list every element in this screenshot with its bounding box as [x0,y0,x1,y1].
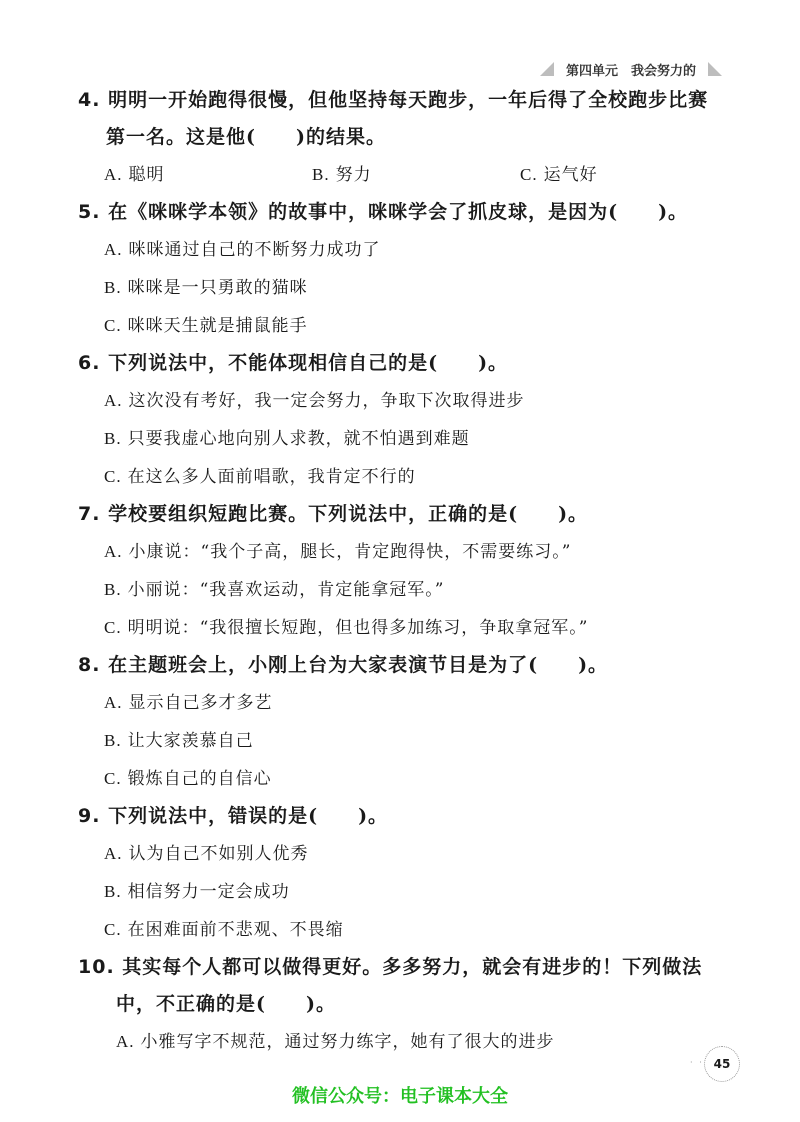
question-text: 在《咪咪学本领》的故事中，咪咪学会了抓皮球，是因为( )。 [108,201,689,223]
option-c: C. 在这么多人面前唱歌，我肯定不行的 [104,467,416,487]
option-a: A. 这次没有考好，我一定会努力，争取下次取得进步 [104,391,525,411]
question-text: 学校要组织短跑比赛。下列说法中，正确的是( )。 [108,503,589,525]
question-stem [78,647,728,684]
watermark: 微信公众号：电子课本大全 [292,1086,508,1107]
question-text-line2: 中，不正确的是( )。 [116,993,336,1015]
question-text-line2: 第一名。这是他( )的结果。 [106,126,386,148]
question-stem [78,345,728,382]
question-text-line1: 其实每个人都可以做得更好。多多努力，就会有进步的！下列做法 [122,956,703,978]
question-stem [78,82,728,156]
option-a: A. 咪咪通过自己的不断努力成功了 [104,240,381,260]
option-a: A. 小雅写字不规范，通过努力练字，她有了很大的进步 [116,1032,555,1052]
question-number: 7. [78,503,101,525]
option-c: C. 咪咪天生就是捕鼠能手 [104,316,308,336]
question-6 [78,345,728,496]
question-list [78,82,728,1061]
question-10 [78,949,728,1061]
option-b: B. 努力 [312,165,372,185]
question-7 [78,496,728,647]
question-number: 9. [78,805,101,827]
option-a: A. 认为自己不如别人优秀 [104,844,309,864]
question-text: 下列说法中，错误的是( )。 [108,805,389,827]
option-b: B. 让大家羡慕自己 [104,731,254,751]
option-b: B. 咪咪是一只勇敢的猫咪 [104,278,308,298]
header-triangle-left-icon [540,62,554,76]
question-text-line1: 明明一开始跑得很慢，但他坚持每天跑步，一年后得了全校跑步比赛 [108,89,709,111]
option-a: A. 聪明 [104,165,165,185]
question-text: 下列说法中，不能体现相信自己的是( )。 [108,352,509,374]
question-stem [78,949,728,1023]
option-c: C. 运气好 [520,165,598,185]
option-c: C. 在困难面前不悲观、不畏缩 [104,920,344,940]
option-a: A. 小康说：“我个子高，腿长，肯定跑得快，不需要练习。” [104,542,572,562]
option-b: B. 小丽说：“我喜欢运动，肯定能拿冠军。” [104,580,445,600]
option-c: C. 明明说：“我很擅长短跑，但也得多加练习，争取拿冠军。” [104,618,589,638]
option-c: C. 锻炼自己的自信心 [104,769,272,789]
question-number: 8. [78,654,101,676]
question-4 [78,82,728,194]
question-stem [78,496,728,533]
question-number: 10. [78,956,115,978]
header-triangle-right-icon [708,62,722,76]
unit-title: 第四单元 我会努力的 [565,63,696,79]
question-number: 4. [78,89,101,111]
question-8 [78,647,728,798]
page-dots-icon: · · [690,1058,704,1067]
option-a: A. 显示自己多才多艺 [104,693,273,713]
option-b: B. 只要我虚心地向别人求教，就不怕遇到难题 [104,429,470,449]
question-stem [78,798,728,835]
option-b: B. 相信努力一定会成功 [104,882,290,902]
question-5 [78,194,728,345]
question-number: 5. [78,201,101,223]
question-text: 在主题班会上，小刚上台为大家表演节目是为了( )。 [108,654,609,676]
question-stem [78,194,728,231]
page-number: 45 [704,1046,740,1082]
question-9 [78,798,728,949]
option-row [78,156,728,194]
question-number: 6. [78,352,101,374]
unit-header [540,58,722,80]
